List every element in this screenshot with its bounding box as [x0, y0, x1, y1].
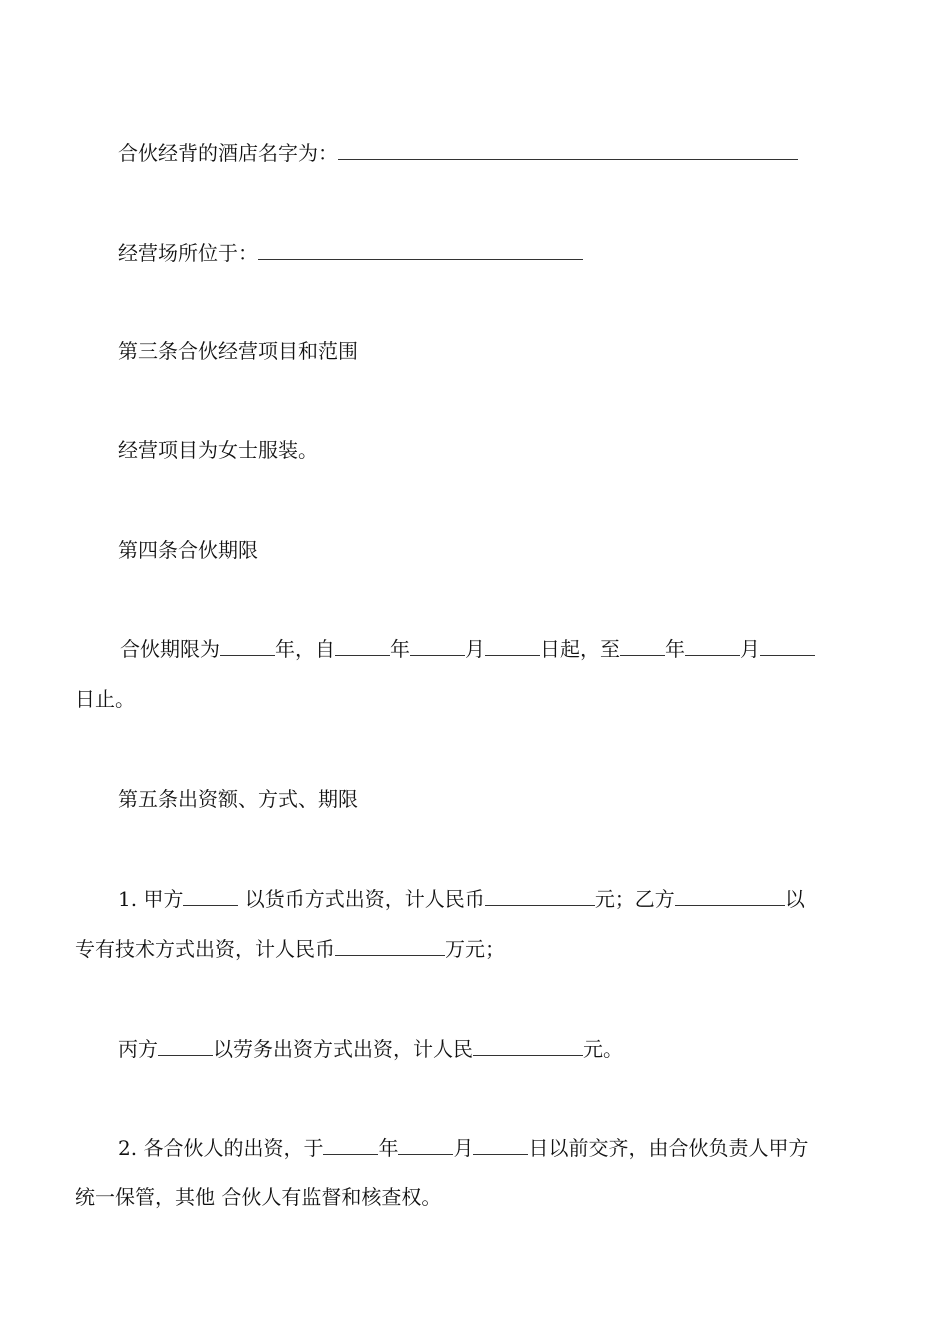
clause-2-line-2: 统一保管，其他 合伙人有监督和核查权。 — [75, 1185, 442, 1209]
term-text-4: 月 — [465, 637, 485, 661]
article-4-title: 第四条合伙期限 — [118, 538, 258, 562]
hotel-name-blank — [338, 141, 798, 160]
clause-1-text-a: 1. 甲方 — [118, 887, 184, 911]
location-blank — [258, 241, 583, 260]
clause-2-blank-month — [398, 1136, 453, 1155]
term-blank-start-day — [485, 637, 540, 656]
clause-1-blank-party-a — [183, 887, 238, 906]
article-5-title: 第五条出资额、方式、期限 — [118, 787, 358, 811]
hotel-name-label: 合伙经背的酒店名字为： — [118, 141, 338, 165]
clause-party-c-text-b: 以劳务出资方式出资，计人民 — [213, 1037, 473, 1061]
clause-2-text-c: 月 — [453, 1136, 474, 1160]
term-blank-start-month — [410, 637, 465, 656]
term-text-2: 年，自 — [275, 637, 335, 661]
clause-2-blank-year — [323, 1136, 378, 1155]
clause-1-text-e: 专有技术方式出资，计人民币 — [75, 937, 335, 961]
article-3-title: 第三条合伙经营项目和范围 — [118, 339, 358, 363]
clause-1-text-f: 万元； — [445, 937, 505, 961]
clause-1-text-b: 以货币方式出资，计人民币 — [238, 887, 485, 911]
term-blank-start-year — [335, 637, 390, 656]
clause-2-line — [118, 1135, 808, 1161]
term-text-5: 日起，至 — [540, 637, 620, 661]
clause-1-line-2 — [75, 936, 505, 962]
term-blank-end-day — [760, 637, 815, 656]
clause-1-line — [118, 886, 805, 912]
term-text-3: 年 — [390, 637, 410, 661]
clause-party-c-blank-amount — [473, 1037, 583, 1056]
clause-2-text-a: 2. 各合伙人的出资，于 — [118, 1136, 324, 1160]
clause-party-c-text-a: 丙方 — [118, 1037, 158, 1061]
term-text-7: 月 — [740, 637, 760, 661]
clause-2-text-b: 年 — [378, 1136, 399, 1160]
term-blank-years — [220, 637, 275, 656]
clause-party-c-blank-name — [158, 1037, 213, 1056]
term-blank-end-year — [620, 637, 665, 656]
hotel-name-line — [118, 140, 798, 166]
clause-1-blank-party-b — [675, 887, 785, 906]
term-text-1: 合伙期限为 — [120, 637, 220, 661]
clause-2-blank-day — [473, 1136, 528, 1155]
clause-2-text-d: 日以前交齐，由合伙负责人甲方 — [528, 1136, 809, 1160]
clause-1-blank-amount-a — [485, 887, 595, 906]
clause-party-c-text-c: 元。 — [583, 1037, 623, 1061]
location-label: 经营场所位于： — [118, 241, 258, 265]
article-3-body: 经营项目为女士服装。 — [118, 438, 318, 462]
clause-party-c-line — [118, 1036, 623, 1062]
clause-1-blank-amount-b — [335, 937, 445, 956]
term-blank-end-month — [685, 637, 740, 656]
clause-1-text-c: 元；乙方 — [594, 887, 675, 911]
clause-1-text-d: 以 — [784, 887, 805, 911]
term-line-end: 日止。 — [75, 687, 135, 711]
term-line — [120, 636, 815, 662]
term-text-6: 年 — [665, 637, 685, 661]
location-line — [118, 240, 583, 266]
